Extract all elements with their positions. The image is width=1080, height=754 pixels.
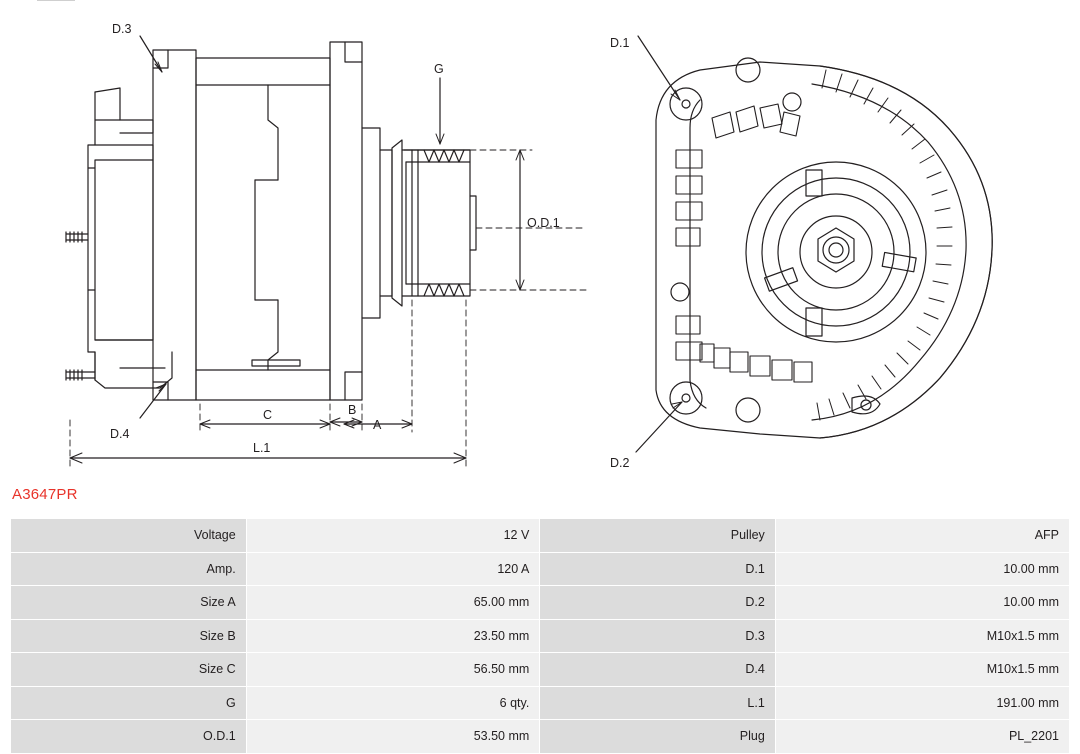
spec-label: Size B <box>11 619 247 653</box>
spec-label: L.1 <box>540 686 775 720</box>
table-row <box>11 586 1070 620</box>
spec-value: 120 A <box>246 552 540 586</box>
specification-table <box>10 518 1070 754</box>
spec-label: Voltage <box>11 519 247 553</box>
page-title: A3647PR <box>12 486 78 503</box>
front-view-group <box>656 58 992 438</box>
spec-label: D.1 <box>540 552 775 586</box>
label-od1: O.D.1 <box>527 216 560 230</box>
spec-value: 12 V <box>246 519 540 553</box>
table-row <box>11 720 1070 754</box>
label-d4: D.4 <box>110 427 130 441</box>
table-row <box>11 686 1070 720</box>
spec-value: 10.00 mm <box>775 586 1069 620</box>
front-view-leaders <box>636 36 682 452</box>
spec-value: M10x1.5 mm <box>775 653 1069 687</box>
spec-label: G <box>11 686 247 720</box>
spec-label: Pulley <box>540 519 775 553</box>
label-d2: D.2 <box>610 456 630 470</box>
spec-label: O.D.1 <box>11 720 247 754</box>
spec-value: PL_2201 <box>775 720 1069 754</box>
label-d3: D.3 <box>112 22 132 36</box>
table-row <box>11 653 1070 687</box>
label-l1: L.1 <box>253 441 271 455</box>
spec-value: 191.00 mm <box>775 686 1069 720</box>
label-g: G <box>434 62 444 76</box>
table-row <box>11 519 1070 553</box>
spec-value: 23.50 mm <box>246 619 540 653</box>
spec-label: Size C <box>11 653 247 687</box>
spec-label: D.2 <box>540 586 775 620</box>
spec-value: M10x1.5 mm <box>775 619 1069 653</box>
spec-value: 10.00 mm <box>775 552 1069 586</box>
label-d1: D.1 <box>610 36 630 50</box>
label-c: C <box>263 408 273 422</box>
spec-label: Amp. <box>11 552 247 586</box>
table-row <box>11 552 1070 586</box>
label-a: A <box>373 418 382 432</box>
spec-value: 6 qty. <box>246 686 540 720</box>
spec-value: 53.50 mm <box>246 720 540 754</box>
spec-value: AFP <box>775 519 1069 553</box>
side-view-group <box>66 42 476 400</box>
side-view-dimensions <box>70 36 586 466</box>
spec-value: 56.50 mm <box>246 653 540 687</box>
spec-label: D.3 <box>540 619 775 653</box>
label-b: B <box>348 403 357 417</box>
spec-label: Size A <box>11 586 247 620</box>
table-row <box>11 619 1070 653</box>
spec-value: 65.00 mm <box>246 586 540 620</box>
spec-label: D.4 <box>540 653 775 687</box>
spec-label: Plug <box>540 720 775 754</box>
